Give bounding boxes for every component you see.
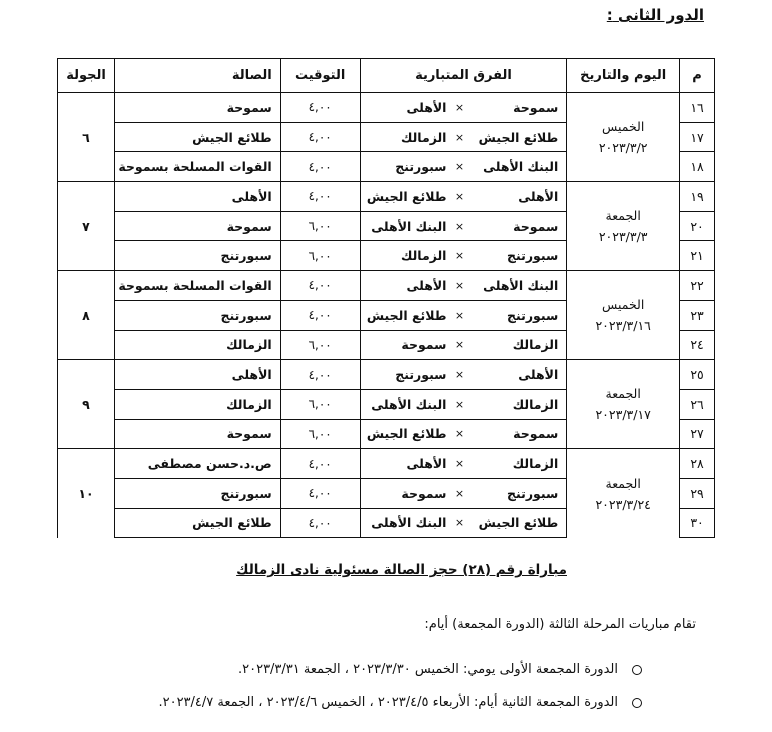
match-number: ٢٠	[680, 211, 715, 241]
section-title-colon: :	[606, 6, 613, 24]
team-home: طلائع الجيش	[472, 508, 566, 538]
header-round: الجولة	[58, 59, 115, 93]
round-number: ٦	[58, 93, 115, 182]
bullet-text-1: الدورة المجمعة الأولى يومي: الخميس ٢٠٢٣/٣/٣٠ ، الجمعة ٢٠٢٣/٣/٣١.	[237, 662, 618, 677]
match-number: ٢٤	[680, 330, 715, 360]
match-venue: سموحة	[115, 211, 281, 241]
team-home: الأهلى	[472, 182, 566, 212]
match-number: ٢٦	[680, 389, 715, 419]
match-time: ٤,٠٠	[280, 122, 360, 152]
team-away: طلائع الجيش	[360, 300, 446, 330]
team-away: الأهلى	[360, 449, 446, 479]
match-venue: الأهلى	[115, 182, 281, 212]
team-home: الزمالك	[472, 389, 566, 419]
match-venue: سموحة	[115, 93, 281, 123]
match-number: ١٧	[680, 122, 715, 152]
versus-mark: ×	[446, 360, 472, 390]
table-row	[58, 271, 715, 301]
table-row	[58, 449, 715, 479]
table-header-row	[58, 59, 715, 93]
match-venue: طلائع الجيش	[115, 122, 281, 152]
match-time: ٦,٠٠	[280, 389, 360, 419]
table-row	[58, 360, 715, 390]
team-home: الزمالك	[472, 330, 566, 360]
team-home: الزمالك	[472, 449, 566, 479]
team-home: البنك الأهلى	[472, 152, 566, 182]
versus-mark: ×	[446, 241, 472, 271]
match-number: ٢٥	[680, 360, 715, 390]
team-away: طلائع الجيش	[360, 419, 446, 449]
team-home: سبورتنج	[472, 300, 566, 330]
versus-mark: ×	[446, 152, 472, 182]
match-venue: سبورتنج	[115, 241, 281, 271]
match-date: ٢٠٢٣/٣/١٦	[595, 318, 651, 334]
bullet-item-2	[158, 695, 642, 710]
match-time: ٤,٠٠	[280, 478, 360, 508]
match-time: ٤,٠٠	[280, 508, 360, 538]
team-home: سبورتنج	[472, 478, 566, 508]
team-home: سموحة	[472, 419, 566, 449]
team-away: البنك الأهلى	[360, 211, 446, 241]
booking-note: مباراة رقم (٢٨) حجز الصالة مسئولية نادى الزمالك	[236, 562, 567, 578]
bullet-text-2: الدورة المجمعة الثانية أيام: الأربعاء ٢٠٢٣/٤/٥ ، الخميس ٢٠٢٣/٤/٦ ، الجمعة ٢٠٢٣/٤/٧.	[158, 695, 618, 710]
team-away: البنك الأهلى	[360, 508, 446, 538]
round-number: ٧	[58, 182, 115, 271]
match-day-date	[567, 93, 680, 182]
match-venue: طلائع الجيش	[115, 508, 281, 538]
match-time: ٤,٠٠	[280, 182, 360, 212]
match-day: الجمعة	[605, 208, 641, 224]
versus-mark: ×	[446, 271, 472, 301]
match-time: ٤,٠٠	[280, 271, 360, 301]
team-away: سبورتنج	[360, 360, 446, 390]
team-home: سبورتنج	[472, 241, 566, 271]
team-away: سبورتنج	[360, 152, 446, 182]
match-number: ١٩	[680, 182, 715, 212]
match-time: ٦,٠٠	[280, 419, 360, 449]
match-day-date	[567, 449, 680, 538]
match-venue: الزمالك	[115, 389, 281, 419]
team-home: سموحة	[472, 93, 566, 123]
table-row	[58, 93, 715, 123]
match-time: ٤,٠٠	[280, 300, 360, 330]
match-time: ٤,٠٠	[280, 93, 360, 123]
bullet-item-1	[238, 662, 642, 677]
versus-mark: ×	[446, 508, 472, 538]
round-number: ١٠	[58, 449, 115, 538]
match-venue: سبورتنج	[115, 300, 281, 330]
team-away: سموحة	[360, 330, 446, 360]
team-away: طلائع الجيش	[360, 182, 446, 212]
match-number: ١٦	[680, 93, 715, 123]
versus-mark: ×	[446, 122, 472, 152]
match-number: ١٨	[680, 152, 715, 182]
versus-mark: ×	[446, 330, 472, 360]
stage-three-intro: تقام مباريات المرحلة الثالثة (الدورة المجمعة) أيام:	[424, 617, 696, 632]
header-time: التوقيت	[280, 59, 360, 93]
match-venue: ص.د.حسن مصطفى	[115, 449, 281, 479]
match-time: ٤,٠٠	[280, 360, 360, 390]
match-day: الخميس	[602, 119, 645, 135]
header-venue: الصالة	[115, 59, 281, 93]
round-number: ٨	[58, 271, 115, 360]
versus-mark: ×	[446, 182, 472, 212]
match-day: الجمعة	[605, 475, 641, 491]
team-away: سموحة	[360, 478, 446, 508]
match-day: الجمعة	[605, 386, 641, 402]
header-day-date: اليوم والتاريخ	[567, 59, 680, 93]
match-time: ٦,٠٠	[280, 211, 360, 241]
team-home: سموحة	[472, 211, 566, 241]
match-venue: الأهلى	[115, 360, 281, 390]
match-time: ٦,٠٠	[280, 241, 360, 271]
team-home: طلائع الجيش	[472, 122, 566, 152]
versus-mark: ×	[446, 478, 472, 508]
match-venue: القوات المسلحة بسموحة	[115, 271, 281, 301]
versus-mark: ×	[446, 211, 472, 241]
match-time: ٤,٠٠	[280, 449, 360, 479]
schedule-table	[57, 58, 715, 538]
match-venue: سموحة	[115, 419, 281, 449]
match-day: الخميس	[602, 297, 645, 313]
header-teams: الفرق المتبارية	[360, 59, 567, 93]
match-number: ٣٠	[680, 508, 715, 538]
round-number: ٩	[58, 360, 115, 449]
match-number: ٢١	[680, 241, 715, 271]
team-home: الأهلى	[472, 360, 566, 390]
versus-mark: ×	[446, 419, 472, 449]
match-number: ٢٢	[680, 271, 715, 301]
versus-mark: ×	[446, 449, 472, 479]
match-day-date	[567, 360, 680, 449]
bullet-circle-icon	[632, 665, 642, 675]
match-time: ٦,٠٠	[280, 330, 360, 360]
match-day-date	[567, 182, 680, 271]
table-row	[58, 182, 715, 212]
team-away: الزمالك	[360, 122, 446, 152]
match-date: ٢٠٢٣/٣/٣	[598, 229, 648, 245]
versus-mark: ×	[446, 300, 472, 330]
team-away: الأهلى	[360, 93, 446, 123]
section-title	[601, 6, 704, 24]
schedule-body	[58, 93, 715, 538]
match-date: ٢٠٢٣/٣/٢٤	[595, 496, 651, 512]
match-date: ٢٠٢٣/٣/٢	[598, 140, 648, 156]
match-day-date	[567, 271, 680, 360]
header-num: م	[680, 59, 715, 93]
match-number: ٢٣	[680, 300, 715, 330]
section-title-text: الدور الثانى	[618, 6, 704, 24]
team-away: البنك الأهلى	[360, 389, 446, 419]
match-number: ٢٧	[680, 419, 715, 449]
versus-mark: ×	[446, 93, 472, 123]
match-number: ٢٩	[680, 478, 715, 508]
bullet-circle-icon	[632, 698, 642, 708]
versus-mark: ×	[446, 389, 472, 419]
team-home: البنك الأهلى	[472, 271, 566, 301]
match-date: ٢٠٢٣/٣/١٧	[595, 407, 651, 423]
match-venue: القوات المسلحة بسموحة	[115, 152, 281, 182]
match-time: ٤,٠٠	[280, 152, 360, 182]
match-venue: الزمالك	[115, 330, 281, 360]
match-number: ٢٨	[680, 449, 715, 479]
match-venue: سبورتنج	[115, 478, 281, 508]
team-away: الأهلى	[360, 271, 446, 301]
team-away: الزمالك	[360, 241, 446, 271]
